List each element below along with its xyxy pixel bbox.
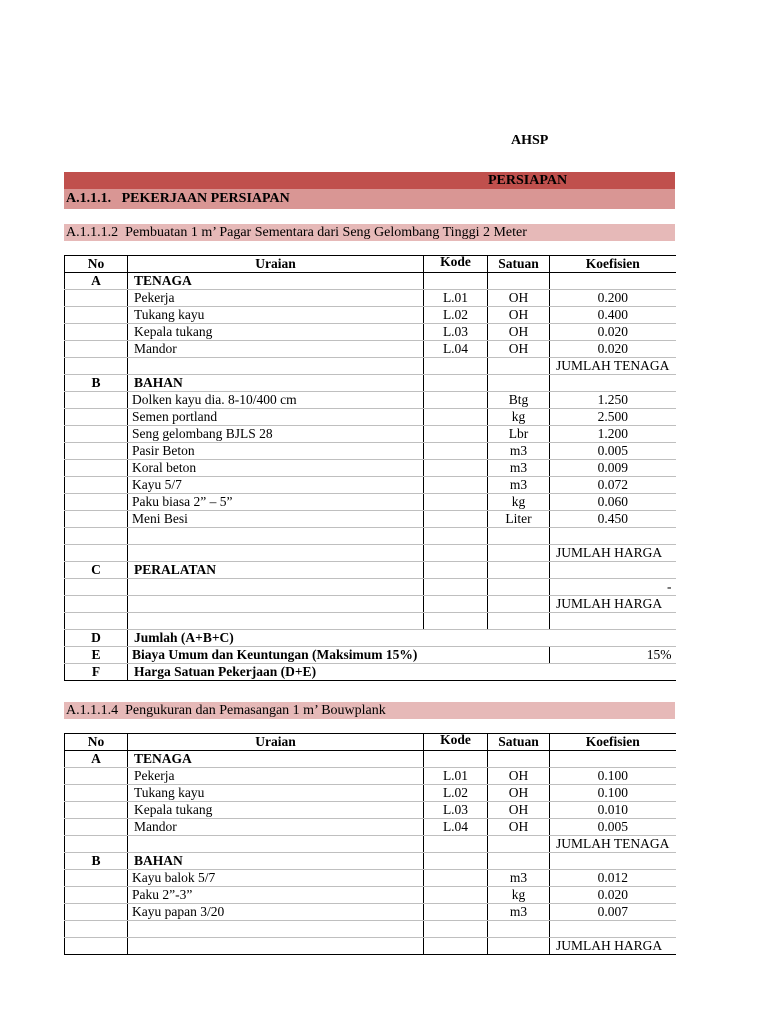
table-row: Meni Besi Liter 0.450 — [65, 511, 676, 528]
table-row: Kepala tukang L.03 OH 0.010 — [65, 802, 676, 819]
col-satuan: Satuan — [488, 734, 550, 751]
table-header-row — [65, 734, 676, 751]
jumlah-tenaga-row — [65, 836, 676, 853]
table-row: Kayu 5/7 m3 0.072 — [65, 477, 676, 494]
table-row: Pekerja L.01 OH 0.100 — [65, 768, 676, 785]
group-row-bahan: B BAHAN — [65, 853, 676, 870]
empty-row — [65, 613, 676, 630]
subsection-band — [64, 189, 675, 209]
section-title: PERSIAPAN — [488, 173, 568, 188]
table-row: Kepala tukang L.03 OH 0.020 — [65, 324, 676, 341]
item2-title: A.1.1.1.4 Pengukuran dan Pemasangan 1 m’ Bouwplank — [66, 703, 386, 718]
table-row: Dolken kayu dia. 8-10/400 cm Btg 1.250 — [65, 392, 676, 409]
jumlah-tenaga-row — [65, 358, 676, 375]
table-row: Koral beton m3 0.009 — [65, 460, 676, 477]
table-row: Kayu balok 5/7 m3 0.012 — [65, 870, 676, 887]
table-row: Pasir Beton m3 0.005 — [65, 443, 676, 460]
table-row: Tukang kayu L.02 OH 0.400 — [65, 307, 676, 324]
overhead-percent: 15% — [550, 647, 676, 664]
item2-table — [64, 733, 676, 955]
col-uraian: Uraian — [128, 734, 424, 751]
col-koefisien: Koefisien — [550, 734, 676, 751]
peralatan-value-row — [65, 579, 676, 596]
jumlah-harga-bahan-row — [65, 938, 676, 955]
col-satuan: Satuan — [488, 256, 550, 273]
jumlah-harga-label: JUMLAH HARGA — [550, 545, 676, 562]
table-row: Seng gelombang BJLS 28 Lbr 1.200 — [65, 426, 676, 443]
jumlah-harga-label: JUMLAH HARGA — [550, 596, 676, 613]
table-row: Semen portland kg 2.500 — [65, 409, 676, 426]
document-title: AHSP — [511, 133, 549, 148]
overhead-row-e: E Biaya Umum dan Keuntungan (Maksimum 15%) 15% — [65, 647, 676, 664]
col-uraian: Uraian — [128, 256, 424, 273]
jumlah-tenaga-label: JUMLAH TENAGA — [550, 358, 676, 375]
table-row: Mandor L.04 OH 0.005 — [65, 819, 676, 836]
empty-row — [65, 921, 676, 938]
item1-table — [64, 255, 676, 681]
subsection-title: A.1.1.1. PEKERJAAN PERSIAPAN — [66, 191, 290, 206]
group-row-tenaga: A TENAGA — [65, 273, 676, 290]
table-row: Tukang kayu L.02 OH 0.100 — [65, 785, 676, 802]
group-row-peralatan: C PERALATAN — [65, 562, 676, 579]
jumlah-tenaga-label: JUMLAH TENAGA — [550, 836, 676, 853]
col-no: No — [65, 734, 128, 751]
table-row: Kayu papan 3/20 m3 0.007 — [65, 904, 676, 921]
item1-title-band — [64, 224, 675, 241]
item1-title: A.1.1.1.2 Pembuatan 1 m’ Pagar Sementara dari Seng Gelombang Tinggi 2 Meter — [66, 225, 527, 240]
col-no: No — [65, 256, 128, 273]
table-row: Paku biasa 2” – 5” kg 0.060 — [65, 494, 676, 511]
jumlah-harga-peralatan-row — [65, 596, 676, 613]
jumlah-harga-label: JUMLAH HARGA — [550, 938, 676, 955]
col-koefisien: Koefisien — [550, 256, 676, 273]
col-kode: Kode — [424, 256, 488, 273]
item2-title-band — [64, 702, 675, 719]
jumlah-harga-bahan-row — [65, 545, 676, 562]
group-row-tenaga: A TENAGA — [65, 751, 676, 768]
table-row: Pekerja L.01 OH 0.200 — [65, 290, 676, 307]
empty-row — [65, 528, 676, 545]
total-row-d: D Jumlah (A+B+C) — [65, 630, 676, 647]
col-kode: Kode — [424, 734, 488, 751]
unit-price-row-f: F Harga Satuan Pekerjaan (D+E) — [65, 664, 676, 681]
table-row: Paku 2”-3” kg 0.020 — [65, 887, 676, 904]
section-band — [64, 172, 675, 189]
table-row: Mandor L.04 OH 0.020 — [65, 341, 676, 358]
table-header-row — [65, 256, 676, 273]
group-row-bahan: B BAHAN — [65, 375, 676, 392]
peralatan-value: - — [550, 579, 676, 596]
